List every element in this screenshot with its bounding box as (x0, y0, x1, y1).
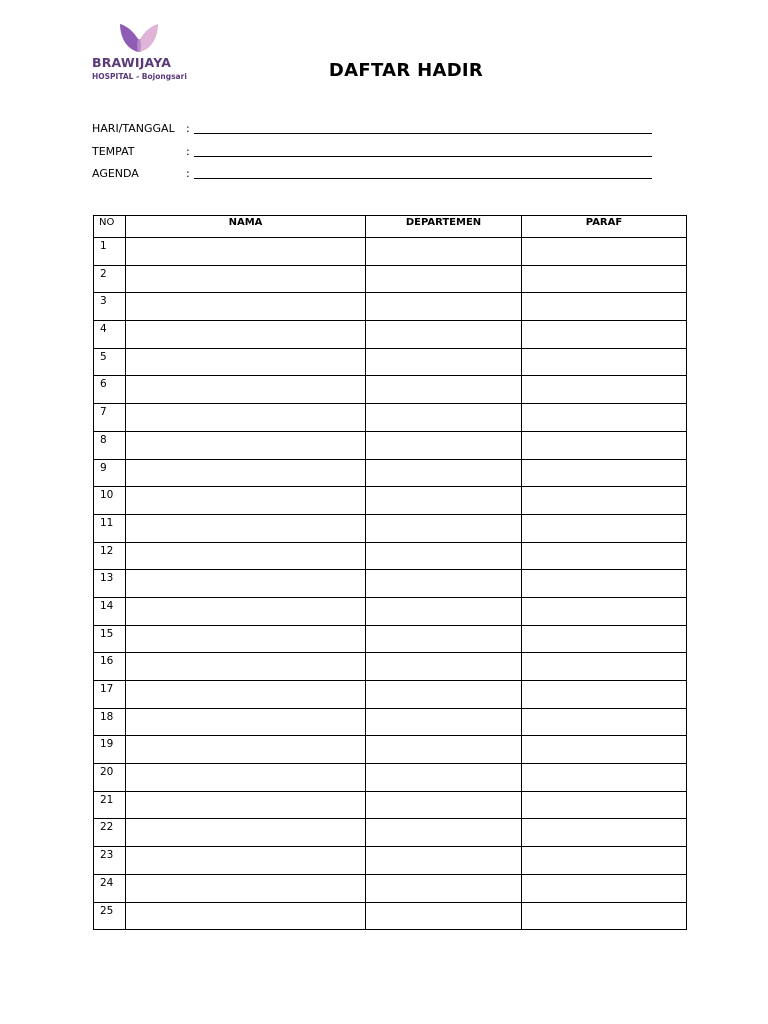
row-number: 14 (94, 597, 126, 625)
departemen-cell[interactable] (366, 764, 522, 792)
nama-cell[interactable] (126, 681, 366, 709)
nama-cell[interactable] (126, 404, 366, 432)
nama-cell[interactable] (126, 514, 366, 542)
table-row (94, 238, 687, 266)
nama-cell[interactable] (126, 376, 366, 404)
nama-cell[interactable] (126, 431, 366, 459)
attendance-table (93, 215, 687, 930)
paraf-cell[interactable] (522, 653, 687, 681)
departemen-cell[interactable] (366, 819, 522, 847)
paraf-cell[interactable] (522, 293, 687, 321)
logo-subtitle: HOSPITAL - Bojongsari (92, 72, 187, 81)
nama-cell[interactable] (126, 487, 366, 515)
row-number: 18 (94, 708, 126, 736)
nama-cell[interactable] (126, 321, 366, 349)
paraf-cell[interactable] (522, 321, 687, 349)
table-header (94, 216, 687, 238)
fill-line[interactable] (194, 168, 652, 179)
row-number: 15 (94, 625, 126, 653)
nama-cell[interactable] (126, 902, 366, 930)
paraf-cell[interactable] (522, 736, 687, 764)
table-row (94, 487, 687, 515)
table-row (94, 431, 687, 459)
nama-cell[interactable] (126, 791, 366, 819)
table-row (94, 902, 687, 930)
row-number: 7 (94, 404, 126, 432)
paraf-cell[interactable] (522, 819, 687, 847)
row-number: 9 (94, 459, 126, 487)
row-number: 11 (94, 514, 126, 542)
nama-cell[interactable] (126, 293, 366, 321)
row-number: 5 (94, 348, 126, 376)
table-row (94, 265, 687, 293)
departemen-cell[interactable] (366, 791, 522, 819)
nama-cell[interactable] (126, 542, 366, 570)
row-number: 17 (94, 681, 126, 709)
nama-cell[interactable] (126, 597, 366, 625)
table-row (94, 348, 687, 376)
departemen-cell[interactable] (366, 376, 522, 404)
field-label: AGENDA (92, 167, 139, 180)
departemen-cell[interactable] (366, 625, 522, 653)
table-row (94, 791, 687, 819)
paraf-cell[interactable] (522, 681, 687, 709)
page-title: DAFTAR HADIR (328, 60, 484, 81)
paraf-cell[interactable] (522, 431, 687, 459)
header-no: NO (94, 216, 126, 238)
field-separator: : (186, 122, 190, 135)
table-row (94, 514, 687, 542)
table-row (94, 597, 687, 625)
table-row (94, 736, 687, 764)
departemen-cell[interactable] (366, 265, 522, 293)
departemen-cell[interactable] (366, 874, 522, 902)
row-number: 25 (94, 902, 126, 930)
table-row (94, 708, 687, 736)
row-number: 8 (94, 431, 126, 459)
paraf-cell[interactable] (522, 376, 687, 404)
paraf-cell[interactable] (522, 348, 687, 376)
table-row (94, 653, 687, 681)
row-number: 10 (94, 487, 126, 515)
table-row (94, 459, 687, 487)
departemen-cell[interactable] (366, 348, 522, 376)
departemen-cell[interactable] (366, 847, 522, 875)
departemen-cell[interactable] (366, 487, 522, 515)
row-number: 21 (94, 791, 126, 819)
row-number: 2 (94, 265, 126, 293)
field-tempat (92, 145, 652, 168)
paraf-cell[interactable] (522, 708, 687, 736)
paraf-cell[interactable] (522, 238, 687, 266)
row-number: 1 (94, 238, 126, 266)
table-row (94, 376, 687, 404)
departemen-cell[interactable] (366, 708, 522, 736)
departemen-cell[interactable] (366, 514, 522, 542)
field-agenda (92, 167, 652, 190)
departemen-cell[interactable] (366, 293, 522, 321)
table-row (94, 542, 687, 570)
header-paraf: PARAF (522, 216, 687, 238)
departemen-cell[interactable] (366, 736, 522, 764)
paraf-cell[interactable] (522, 487, 687, 515)
nama-cell[interactable] (126, 764, 366, 792)
table-row (94, 570, 687, 598)
nama-cell[interactable] (126, 459, 366, 487)
departemen-cell[interactable] (366, 404, 522, 432)
nama-cell[interactable] (126, 847, 366, 875)
row-number: 12 (94, 542, 126, 570)
departemen-cell[interactable] (366, 902, 522, 930)
paraf-cell[interactable] (522, 542, 687, 570)
nama-cell[interactable] (126, 708, 366, 736)
departemen-cell[interactable] (366, 238, 522, 266)
row-number: 4 (94, 321, 126, 349)
nama-cell[interactable] (126, 570, 366, 598)
field-separator: : (186, 167, 190, 180)
header-departemen: DEPARTEMEN (366, 216, 522, 238)
departemen-cell[interactable] (366, 431, 522, 459)
fill-line[interactable] (194, 123, 652, 134)
row-number: 19 (94, 736, 126, 764)
info-fields (92, 122, 652, 190)
paraf-cell[interactable] (522, 597, 687, 625)
table-row (94, 847, 687, 875)
table-row (94, 293, 687, 321)
header-nama: NAMA (126, 216, 366, 238)
field-label: HARI/TANGGAL (92, 122, 175, 135)
table-row (94, 764, 687, 792)
paraf-cell[interactable] (522, 514, 687, 542)
nama-cell[interactable] (126, 874, 366, 902)
table-row (94, 874, 687, 902)
field-separator: : (186, 144, 190, 158)
table-row (94, 681, 687, 709)
butterfly-logo-icon (116, 22, 162, 56)
row-number: 3 (94, 293, 126, 321)
paraf-cell[interactable] (522, 902, 687, 930)
departemen-cell[interactable] (366, 321, 522, 349)
nama-cell[interactable] (126, 238, 366, 266)
table-row (94, 321, 687, 349)
row-number: 20 (94, 764, 126, 792)
field-label: TEMPAT (92, 144, 135, 158)
paraf-cell[interactable] (522, 404, 687, 432)
table-row (94, 625, 687, 653)
departemen-cell[interactable] (366, 459, 522, 487)
paraf-cell[interactable] (522, 847, 687, 875)
row-number: 16 (94, 653, 126, 681)
row-number: 24 (94, 874, 126, 902)
nama-cell[interactable] (126, 348, 366, 376)
nama-cell[interactable] (126, 819, 366, 847)
row-number: 6 (94, 376, 126, 404)
departemen-cell[interactable] (366, 597, 522, 625)
table-row (94, 404, 687, 432)
logo-name: BRAWIJAYA (92, 55, 172, 70)
departemen-cell[interactable] (366, 542, 522, 570)
departemen-cell[interactable] (366, 570, 522, 598)
row-number: 22 (94, 819, 126, 847)
nama-cell[interactable] (126, 625, 366, 653)
row-number: 13 (94, 570, 126, 598)
paraf-cell[interactable] (522, 570, 687, 598)
paraf-cell[interactable] (522, 764, 687, 792)
paraf-cell[interactable] (522, 265, 687, 293)
nama-cell[interactable] (126, 265, 366, 293)
nama-cell[interactable] (126, 736, 366, 764)
table-row (94, 819, 687, 847)
field-hari-tanggal (92, 122, 652, 145)
paraf-cell[interactable] (522, 625, 687, 653)
paraf-cell[interactable] (522, 459, 687, 487)
departemen-cell[interactable] (366, 681, 522, 709)
fill-line[interactable] (194, 146, 652, 157)
paraf-cell[interactable] (522, 791, 687, 819)
paraf-cell[interactable] (522, 874, 687, 902)
nama-cell[interactable] (126, 653, 366, 681)
row-number: 23 (94, 847, 126, 875)
departemen-cell[interactable] (366, 653, 522, 681)
